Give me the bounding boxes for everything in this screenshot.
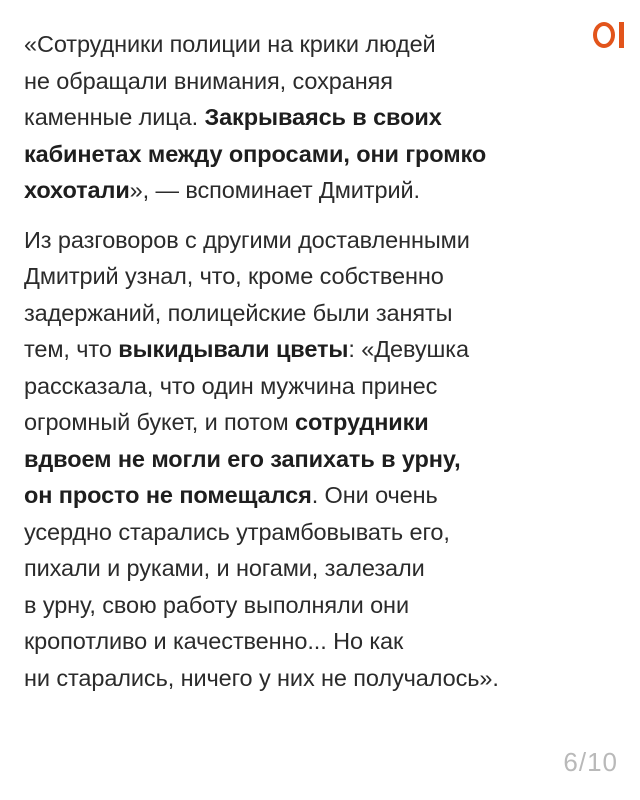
text-segment: кропотливо и качественно... Но как [24,628,404,654]
text-segment: в урну, свою работу выполняли они [24,591,409,618]
text-segment: усердно старались утрамбовывать его, [24,518,450,545]
brand-logo [593,22,624,48]
text-segment: «Сотрудники полиции на крики людей [24,31,436,57]
text-segment: огромный букет, и потом [24,409,295,435]
text-segment: пихали и руками, и ногами, залезали [24,555,425,581]
bold-text-segment: хохотали [24,177,130,203]
text-segment: тем, что [24,336,119,362]
bold-text-segment: вдвоем не могли его запихать в урну, [24,445,461,472]
text-segment: Дмитрий узнал, что, кроме собственно [24,263,444,289]
bold-text-segment: Закрываясь в своих [204,104,442,130]
paragraph [24,26,594,209]
bold-text-segment: он просто не помещался [24,482,312,508]
text-segment: рассказала, что один мужчина принес [24,372,438,399]
text-segment: Из разговоров с другими доставленными [24,226,470,253]
brand-logo-icon [593,22,615,48]
bold-text-segment: выкидывали цветы [118,336,349,362]
text-segment: ни старались, ничего у них не получалось». [24,664,499,691]
page-counter: 6/10 [563,747,618,777]
text-segment: : «Девушка [348,336,469,362]
text-segment: не обращали внимания, сохраняя [24,67,393,94]
text-segment: », — вспоминает Дмитрий. [129,177,420,203]
text-segment: каменные лица. [24,104,205,130]
bold-text-segment: сотрудники [295,409,429,435]
text-segment: . Они очень [311,482,438,508]
paragraph [24,222,594,697]
brand-logo-bar [619,22,624,48]
text-segment: задержаний, полицейские были заняты [24,299,453,326]
article-text [24,26,594,709]
bold-text-segment: кабинетах между опросами, они громко [24,140,487,167]
